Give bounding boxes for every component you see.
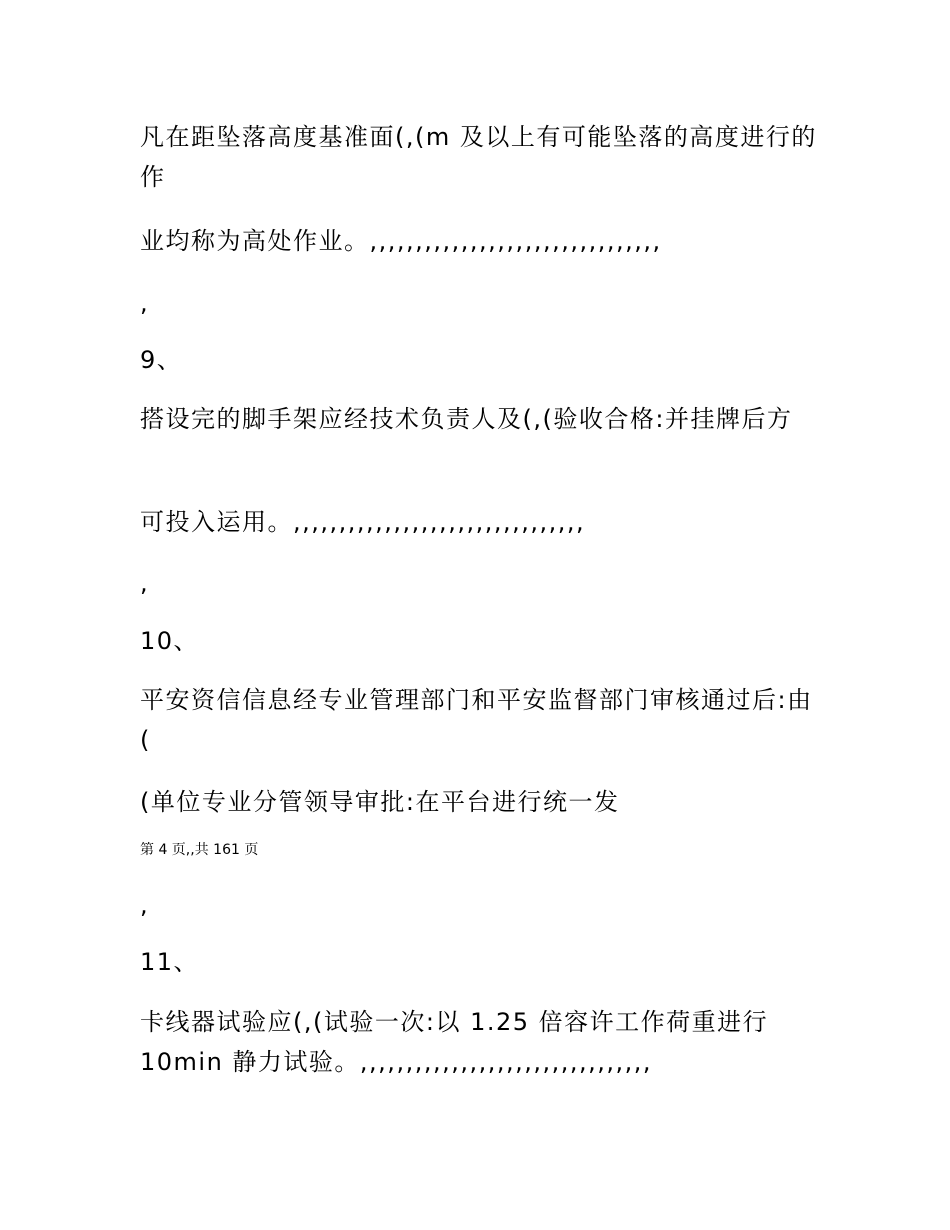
paragraph-high-altitude-definition-part2: 业均称为高处作业。,,,,,,,,,,,,,,,,,,,,,,,,,,,,,,,, — [140, 227, 662, 255]
page-footer: 第 4 页,,共 161 页 — [140, 842, 259, 858]
paragraph-comma: , — [140, 289, 150, 317]
paragraph-scaffold-acceptance-part2: 可投入运用。,,,,,,,,,,,,,,,,,,,,,,,,,,,,,,,, — [140, 508, 586, 536]
paragraph-unit-approval: (单位专业分管领导审批:在平台进行统一发 — [140, 788, 620, 816]
paragraph-comma: , — [140, 891, 150, 919]
paragraph-high-altitude-definition-part1: 凡在距坠落高度基准面(,(m 及以上有可能坠落的高度进行的作 — [140, 123, 817, 191]
item-number-10: 10、 — [140, 627, 200, 655]
paragraph-safety-info-review: 平安资信信息经专业管理部门和平安监督部门审核通过后:由( — [140, 686, 813, 754]
paragraph-scaffold-acceptance-part1: 搭设完的脚手架应经技术负责人及(,(验收合格:并挂牌后方 — [140, 405, 793, 433]
paragraph-clamp-test: 卡线器试验应(,(试验一次:以 1.25 倍容许工作荷重进行 10min 静力试验。,,,,,,,,,,,,,,,,,,,,,,,,,,,,,,,, — [140, 1008, 769, 1076]
item-number-11: 11、 — [140, 948, 200, 976]
item-number-9: 9、 — [140, 346, 183, 374]
paragraph-comma: , — [140, 569, 150, 597]
